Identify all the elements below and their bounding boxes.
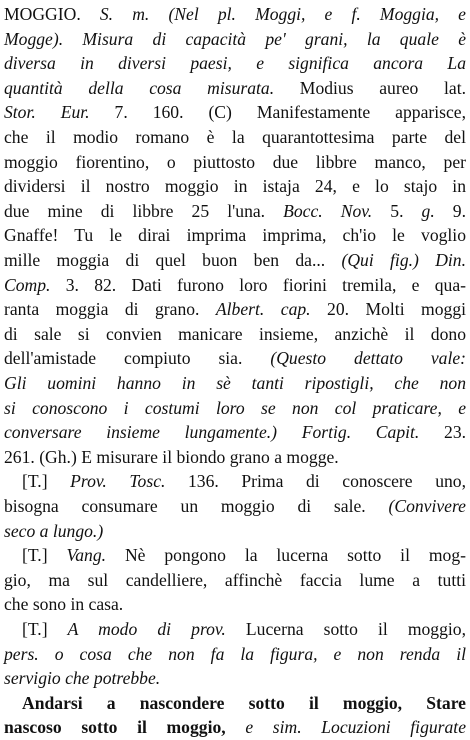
text: 261. (Gh.) E misurare il biondo grano a mogge. [4, 446, 339, 467]
italic-text: seco a lungo.) [4, 520, 104, 541]
entry-line [4, 76, 466, 101]
entry-line [4, 519, 466, 544]
italic-text: A modo di prov. [67, 619, 226, 639]
italic-text: Fortig. Capit. [301, 422, 420, 443]
entry-line [22, 691, 466, 716]
text: mille moggia di quel buon ben da... [4, 250, 342, 270]
entry-line [4, 715, 466, 740]
entry-line [4, 199, 466, 224]
italic-text: (Nel pl. Moggi, e f. Moggia, e [168, 4, 466, 24]
text: che il modio romano è la quarantottesima parte del [4, 127, 466, 147]
entry-line [4, 445, 466, 470]
entry-line [22, 617, 466, 642]
text: [T.] [22, 471, 71, 492]
italic-text: Comp. [4, 274, 51, 295]
text: bisogna consumare un moggio di sale. [4, 496, 389, 516]
entry-line [4, 494, 466, 519]
italic-text: (Qui fig.) [341, 250, 419, 270]
text: Modius aureo lat. [274, 77, 466, 98]
entry-line [4, 568, 466, 593]
entry-line [4, 125, 466, 150]
entry-line [4, 248, 466, 273]
entry-line [22, 469, 466, 494]
italic-text: e sim. [245, 717, 302, 738]
entry-line [4, 592, 466, 617]
italic-text: Gli uomini hanno in sè tanti ripostigli, che non [4, 373, 466, 393]
italic-text: quantità della cosa misurata. [4, 77, 275, 98]
italic-text: Bocc. Nov. [283, 200, 373, 221]
text: di sale si convien manicare insieme, anzichè il dono [4, 323, 466, 344]
italic-text: pers. o cosa che non fa la figura, e non renda il [4, 643, 466, 664]
text: 20. Molti moggi [310, 299, 467, 320]
bold-phrase: Andarsi a nascondere sotto il moggio, [22, 692, 427, 713]
entry-line [4, 150, 466, 175]
text [81, 4, 100, 24]
text: dell'amistade compiuto sia. [4, 348, 271, 369]
italic-text: Albert. cap. [215, 299, 311, 320]
text: 7. 160. (C) Manifestamente apparisce, [89, 102, 466, 123]
italic-text: Stor. Eur. [4, 102, 90, 123]
italic-text: Vang. [66, 545, 107, 566]
entry-headline [4, 2, 466, 27]
entry-line [4, 396, 466, 421]
bold-phrase: nascoso sotto il moggio, [4, 717, 246, 738]
text: ranta moggia di grano. [4, 299, 216, 320]
italic-text: Prov. Tosc. [70, 471, 166, 492]
italic-text: conversare insieme lungamente.) [4, 422, 278, 443]
italic-text: (Convivere [388, 496, 466, 516]
text: [T.] [22, 545, 67, 566]
italic-text: S. m. [99, 4, 150, 24]
text: 136. Prima di conoscere uno, [165, 471, 466, 492]
italic-text: (Questo dettato vale: [270, 348, 466, 369]
entry-line [4, 297, 466, 322]
italic-text: si conoscono i costumi loro se non col praticare, e [4, 397, 466, 418]
italic-text: Din. [435, 250, 466, 270]
entry-line [4, 420, 466, 445]
text: [T.] [22, 619, 68, 639]
entry-line [4, 223, 466, 248]
headword: MOGGIO. [4, 4, 81, 24]
italic-text: Mogge). Misura di capacità pe' grani, la quale è [4, 28, 466, 49]
entry-line [4, 642, 466, 667]
entry-line [4, 666, 466, 691]
entry-line [22, 543, 466, 568]
italic-text: g. [421, 200, 435, 221]
entry-line [4, 51, 466, 76]
text [149, 4, 168, 24]
entry-line [4, 174, 466, 199]
italic-text: diversa in diversi paesi, e significa ancora La [4, 53, 466, 74]
text: dividersi il nostro moggio in istaja 24, e lo stajo in [4, 176, 466, 197]
text: 23. [419, 422, 467, 443]
text [419, 250, 435, 270]
italic-text: Locuzioni figurate [321, 717, 467, 738]
text: moggio fiorentino, o piuttosto due libbre manco, per [4, 151, 466, 172]
entry-line [4, 100, 466, 125]
text: Lucerna sotto il moggio, [225, 619, 466, 639]
entry-line [4, 346, 466, 371]
text [302, 717, 322, 737]
text: che sono in casa. [4, 594, 124, 615]
text: 5. [372, 200, 422, 221]
text: gio, ma sul candelliere, affinchè faccia lume a tutti [4, 569, 466, 590]
text: Nè pongono la lucerna sotto il mog- [106, 545, 466, 566]
italic-text: servigio che potrebbe. [4, 668, 161, 689]
entry-line [4, 322, 466, 347]
text: Gnaffe! Tu le dirai imprima imprima, ch'io le voglio [4, 225, 466, 246]
text: 3. 82. Dati furono loro fiorini tremila, e qua- [50, 274, 466, 295]
entry-line [4, 27, 466, 52]
text [277, 422, 302, 442]
entry-line [4, 273, 466, 298]
entry-line [4, 371, 466, 396]
text: 9. [434, 200, 466, 221]
bold-phrase: Stare [426, 692, 466, 713]
text: due mine di libbre 25 l'una. [4, 200, 284, 221]
